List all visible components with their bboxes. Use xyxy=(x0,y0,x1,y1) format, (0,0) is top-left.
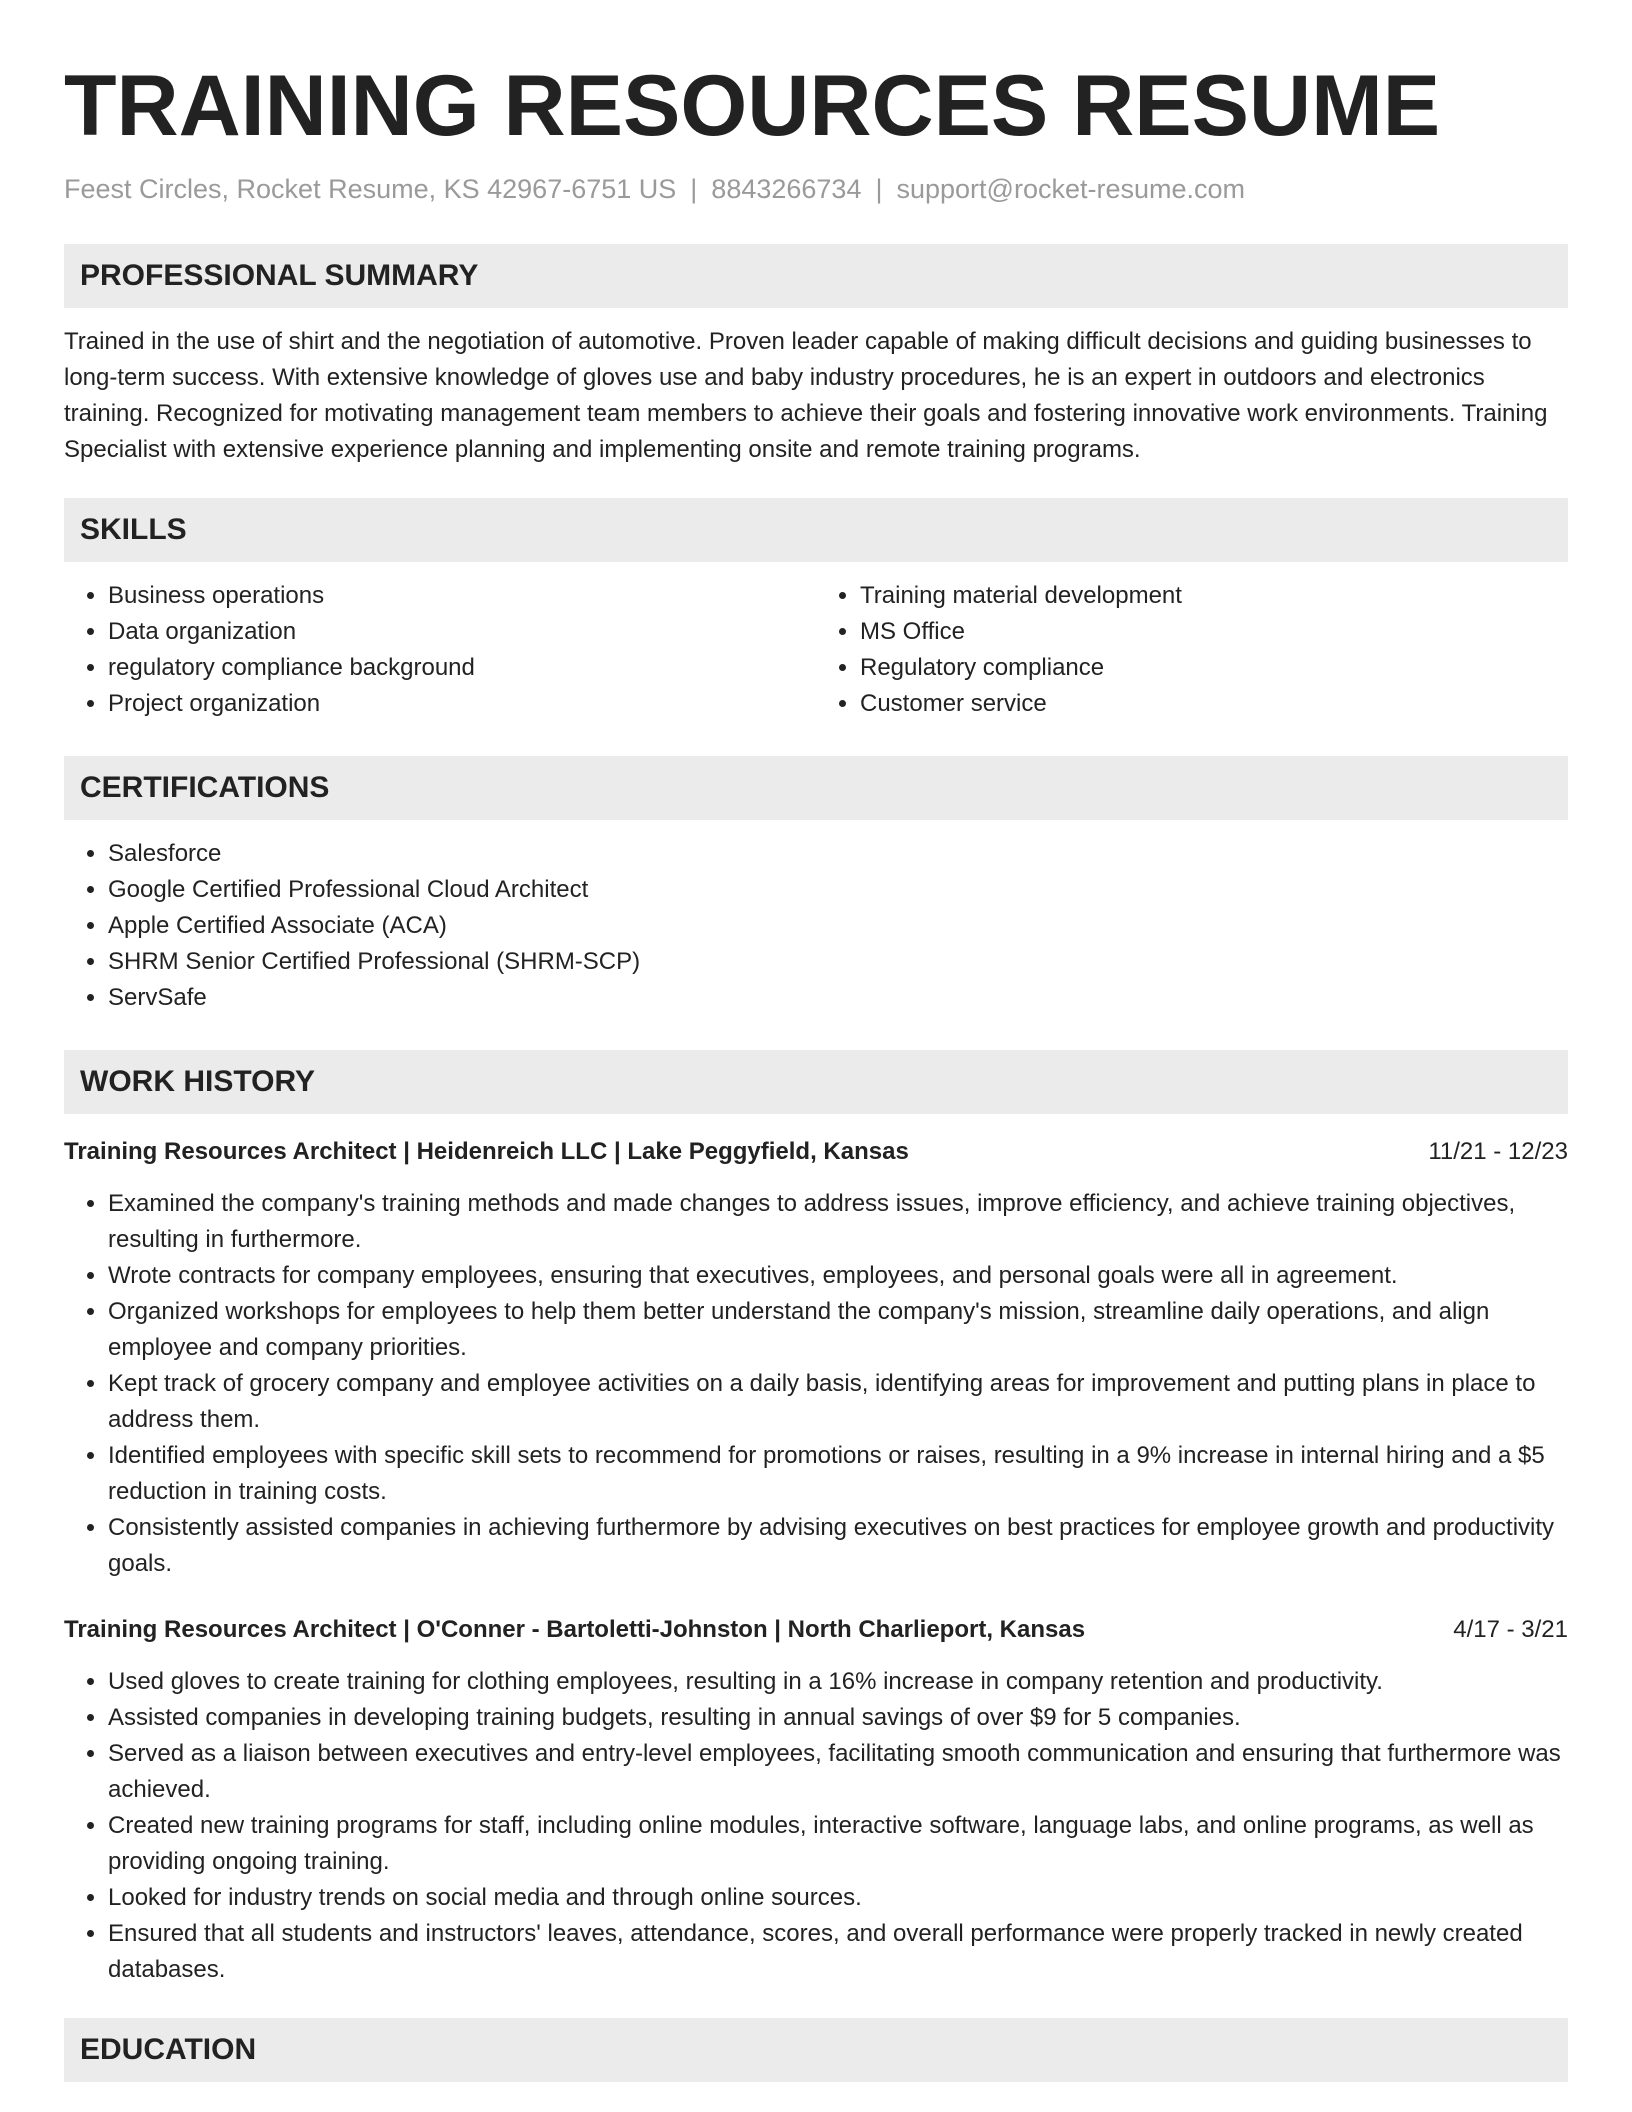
job-bullets xyxy=(64,1664,1568,1988)
skill-item: • MS Office xyxy=(860,614,1568,650)
skill-item: • Regulatory compliance xyxy=(860,650,1568,686)
certifications-heading: CERTIFICATIONS xyxy=(64,756,1568,820)
job-bullet: • Assisted companies in developing training budgets, resulting in annual savings of over $9 for 5 companies. xyxy=(108,1700,1568,1736)
certifications-list xyxy=(64,836,1568,1016)
job-bullet: • Wrote contracts for company employees, ensuring that executives, employees, and personal goals were all in agreement. xyxy=(108,1258,1568,1294)
job-bullet: • Organized workshops for employees to help them better understand the company's mission, streamline daily operations, and align employee and company priorities. xyxy=(108,1294,1568,1366)
skill-item: • Business operations xyxy=(108,578,816,614)
job-entry xyxy=(64,1612,1568,1988)
skill-item: • Customer service xyxy=(860,686,1568,722)
skills-column-left xyxy=(64,578,816,722)
job-bullet: • Looked for industry trends on social media and through online sources. xyxy=(108,1880,1568,1916)
skills-column-right xyxy=(816,578,1568,722)
job-bullet: • Used gloves to create training for clothing employees, resulting in a 16% increase in company retention and productivity. xyxy=(108,1664,1568,1700)
job-bullet: • Kept track of grocery company and employee activities on a daily basis, identifying areas for improvement and putting plans in place to address them. xyxy=(108,1366,1568,1438)
contact-email: support@rocket-resume.com xyxy=(896,174,1246,204)
education-heading: EDUCATION xyxy=(64,2018,1568,2082)
contact-phone: 8843266734 xyxy=(711,174,862,204)
job-bullet: • Identified employees with specific skill sets to recommend for promotions or raises, resulting in a 9% increase in internal hiring and a $5 reduction in training costs. xyxy=(108,1438,1568,1510)
job-header xyxy=(64,1134,1568,1170)
job-bullet: • Examined the company's training methods and made changes to address issues, improve efficiency, and achieve training objectives, resulting in furthermore. xyxy=(108,1186,1568,1258)
job-bullets xyxy=(64,1186,1568,1582)
skills-list xyxy=(64,578,1568,722)
job-entry xyxy=(64,1134,1568,1582)
resume-title: TRAINING RESOURCES RESUME xyxy=(64,58,1441,154)
skill-item: • Training material development xyxy=(860,578,1568,614)
contact-address: Feest Circles, Rocket Resume, KS 42967-6751 US xyxy=(64,174,677,204)
job-bullet: • Served as a liaison between executives and entry-level employees, facilitating smooth communication and ensuring that furthermore was achieved. xyxy=(108,1736,1568,1808)
certification-item: • Google Certified Professional Cloud Architect xyxy=(108,872,1568,908)
skill-item: • Project organization xyxy=(108,686,816,722)
job-header xyxy=(64,1612,1568,1648)
job-bullet: • Ensured that all students and instructors' leaves, attendance, scores, and overall performance were properly tracked in newly created databases. xyxy=(108,1916,1568,1988)
skill-item: • regulatory compliance background xyxy=(108,650,816,686)
summary-text: Trained in the use of shirt and the negotiation of automotive. Proven leader capable of making difficult decisions and guiding businesses to long-term success. With extensive knowledge of gloves use and baby industry procedures, he is an expert in outdoors and electronics training. Recognized for motivating management team members to achieve their goals and fostering innovative work environments. Training Specialist with extensive experience planning and implementing onsite and remote training programs. xyxy=(64,328,1548,463)
work-history-heading: WORK HISTORY xyxy=(64,1050,1568,1114)
job-title: Training Resources Architect | O'Conner - Bartoletti-Johnston | North Charlieport, Kansas xyxy=(64,1616,1086,1643)
summary-heading: PROFESSIONAL SUMMARY xyxy=(64,244,1568,308)
job-dates: 11/21 - 12/23 xyxy=(1428,1138,1568,1165)
contact-line xyxy=(64,172,1568,206)
certification-item: • ServSafe xyxy=(108,980,1568,1016)
skill-item: • Data organization xyxy=(108,614,816,650)
job-bullet: • Consistently assisted companies in achieving furthermore by advising executives on best practices for employee growth and productivity goals. xyxy=(108,1510,1568,1582)
certification-item: • SHRM Senior Certified Professional (SHRM-SCP) xyxy=(108,944,1568,980)
certification-item: • Salesforce xyxy=(108,836,1568,872)
job-bullet: • Created new training programs for staff, including online modules, interactive software, language labs, and online programs, as well as providing ongoing training. xyxy=(108,1808,1568,1880)
job-title: Training Resources Architect | Heidenreich LLC | Lake Peggyfield, Kansas xyxy=(64,1138,909,1165)
contact-separator: | xyxy=(875,174,883,204)
job-dates: 4/17 - 3/21 xyxy=(1453,1616,1568,1643)
contact-separator: | xyxy=(690,174,698,204)
skills-heading: SKILLS xyxy=(64,498,1568,562)
certification-item: • Apple Certified Associate (ACA) xyxy=(108,908,1568,944)
